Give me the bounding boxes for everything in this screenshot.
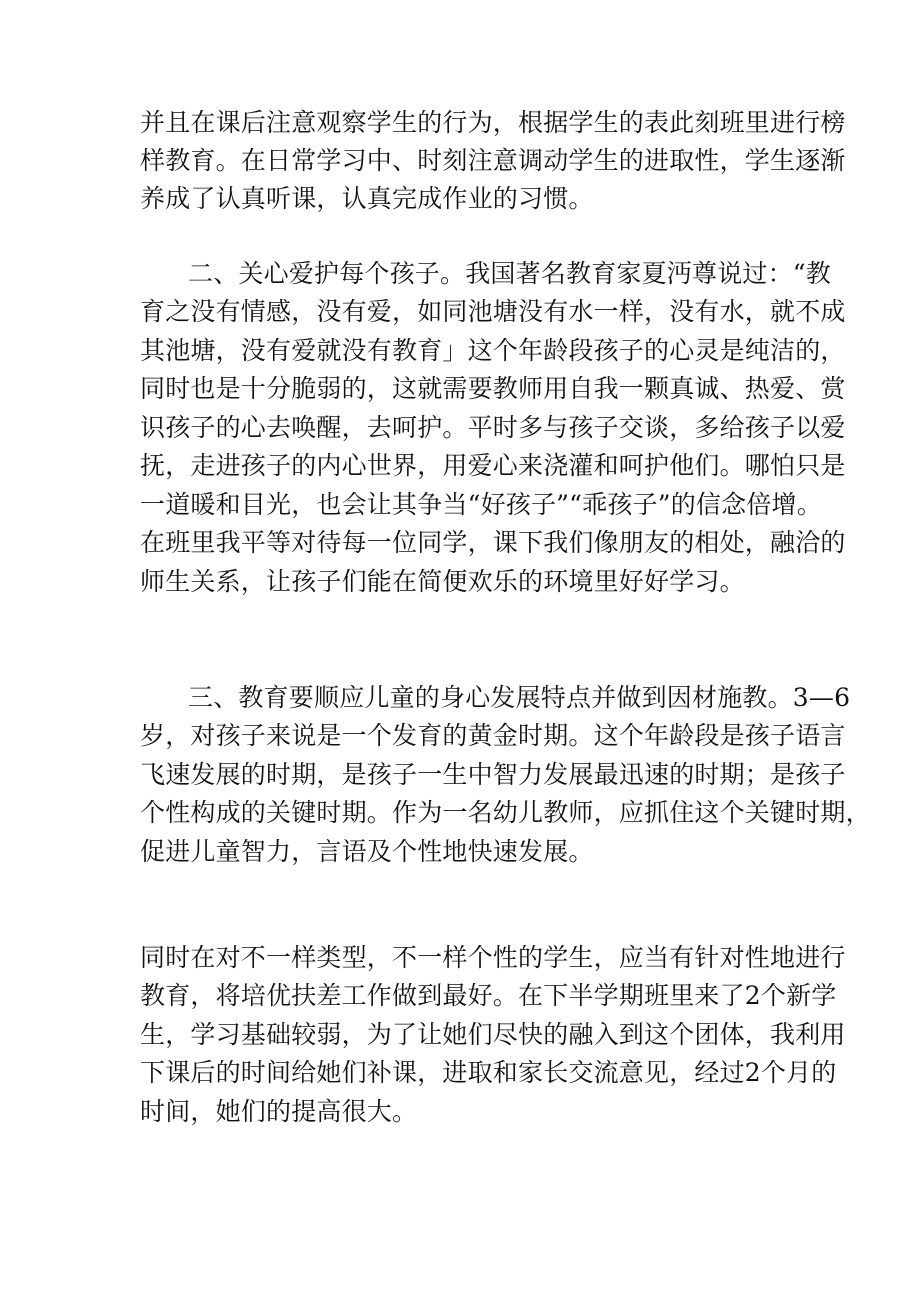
paragraph-3-line-1: 三、教育要顺应儿童的身心发展特点并做到因材施教。3—6 xyxy=(188,683,851,712)
paragraph-1-line-3: 养成了认真听课，认真完成作业的习惯。 xyxy=(140,184,594,213)
paragraph-2-line-7: 一道暖和目光，也会让其争当“好孩子”“乖孩子”的信念倍增。 xyxy=(140,490,822,519)
paragraph-2-line-5: 识孩子的心去唤醒，去呵护。平时多与孩子交谈，多给孩子以爱 xyxy=(140,413,846,442)
paragraph-3-line-4: 个性构成的关键时期。作为一名幼儿教师，应抓住这个关键时期， xyxy=(140,798,871,827)
paragraph-2-line-9: 师生关系，让孩子们能在简便欢乐的环境里好好学习。 xyxy=(140,567,745,596)
paragraph-2-line-1: 二、关心爱护每个孩子。我国著名教育家夏沔尊说过：“教 xyxy=(188,259,831,288)
paragraph-1-line-1: 并且在课后注意观察学生的行为，根据学生的表此刻班里进行榜 xyxy=(140,108,846,137)
paragraph-4-line-3: 生，学习基础较弱，为了让她们尽快的融入到这个团体，我利用 xyxy=(140,1020,846,1049)
paragraph-4-line-1: 同时在对不一样类型，不一样个性的学生，应当有针对性地进行 xyxy=(140,943,846,972)
paragraph-4-line-4: 下课后的时间给她们补课，进取和家长交流意见，经过2个月的 xyxy=(140,1058,837,1087)
paragraph-3-line-2: 岁，对孩子来说是一个发育的黄金时期。这个年龄段是孩子语言 xyxy=(140,721,846,750)
paragraph-3-line-3: 飞速发展的时期，是孩子一生中智力发展最迅速的时期；是孩子 xyxy=(140,760,846,789)
paragraph-4-line-2: 教育，将培优扶差工作做到最好。在下半学期班里来了2个新学 xyxy=(140,981,837,1010)
paragraph-4-line-5: 时间，她们的提高很大。 xyxy=(140,1097,418,1126)
paragraph-2-line-3: 其池塘，没有爱就没有教育」这个年龄段孩子的心灵是纯洁的， xyxy=(140,336,846,365)
paragraph-2-line-2: 育之没有情感，没有爱，如同池塘没有水一样，没有水，就不成 xyxy=(140,297,846,326)
paragraph-1-line-2: 样教育。在日常学习中、时刻注意调动学生的进取性，学生逐渐 xyxy=(140,146,846,175)
paragraph-2-line-8: 在班里我平等对待每一位同学，课下我们像朋友的相处，融洽的 xyxy=(140,528,846,557)
paragraph-3-line-5: 促进儿童智力，言语及个性地快速发展。 xyxy=(140,837,594,866)
paragraph-2-line-4: 同时也是十分脆弱的，这就需要教师用自我一颗真诚、热爱、赏 xyxy=(140,374,846,403)
paragraph-2-line-6: 抚，走进孩子的内心世界，用爱心来浇灌和呵护他们。哪怕只是 xyxy=(140,451,846,480)
